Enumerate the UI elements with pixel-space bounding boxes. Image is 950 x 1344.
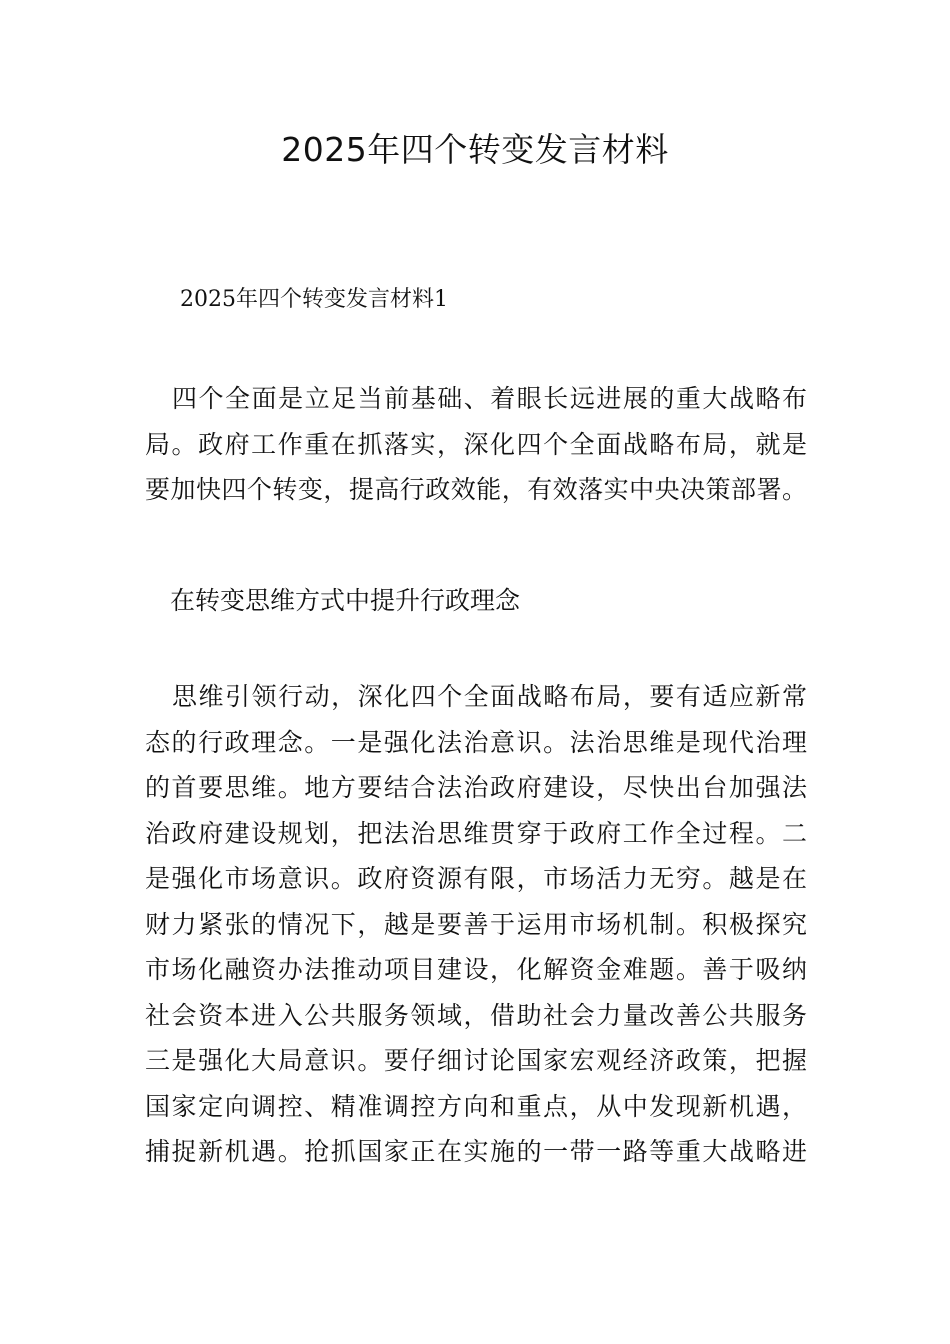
paragraph-line: 要加快四个转变，提高行政效能，有效落实中央决策部署。 <box>145 475 807 504</box>
paragraph-line: 治政府建设规划，把法治思维贯穿于政府工作全过程。二 <box>145 818 807 848</box>
paragraph-line: 国家定向调控、精准调控方向和重点，从中发现新机遇， <box>145 1091 807 1121</box>
section-heading: 在转变思维方式中提升行政理念 <box>170 586 521 615</box>
paragraph-line: 是强化市场意识。政府资源有限，市场活力无穷。越是在 <box>145 864 807 893</box>
paragraph-thinking <box>145 674 807 1175</box>
paragraph-line: 的首要思维。地方要结合法治政府建设，尽快出台加强法 <box>145 773 807 802</box>
paragraph-line: 市场化融资办法推动项目建设，化解资金难题。善于吸纳 <box>145 955 807 984</box>
document-subheading: 2025年四个转变发言材料1 <box>180 287 448 312</box>
paragraph-line: 态的行政理念。一是强化法治意识。法治思维是现代治理 <box>145 727 807 757</box>
paragraph-line: 四个全面是立足当前基础、着眼长远进展的重大战略布 <box>172 384 807 413</box>
paragraph-intro <box>145 376 807 513</box>
paragraph-line: 三是强化大局意识。要仔细讨论国家宏观经济政策，把握 <box>145 1046 807 1075</box>
paragraph-line: 局。政府工作重在抓落实，深化四个全面战略布局，就是 <box>145 429 807 459</box>
paragraph-line: 社会资本进入公共服务领域，借助社会力量改善公共服务 <box>145 1000 807 1030</box>
paragraph-line: 思维引领行动，深化四个全面战略布局，要有适应新常 <box>172 682 807 711</box>
paragraph-line: 捕捉新机遇。抢抓国家正在实施的一带一路等重大战略进 <box>145 1137 807 1166</box>
paragraph-line: 财力紧张的情况下，越是要善于运用市场机制。积极探究 <box>145 909 807 939</box>
document-title: 2025年四个转变发言材料 <box>281 130 669 169</box>
